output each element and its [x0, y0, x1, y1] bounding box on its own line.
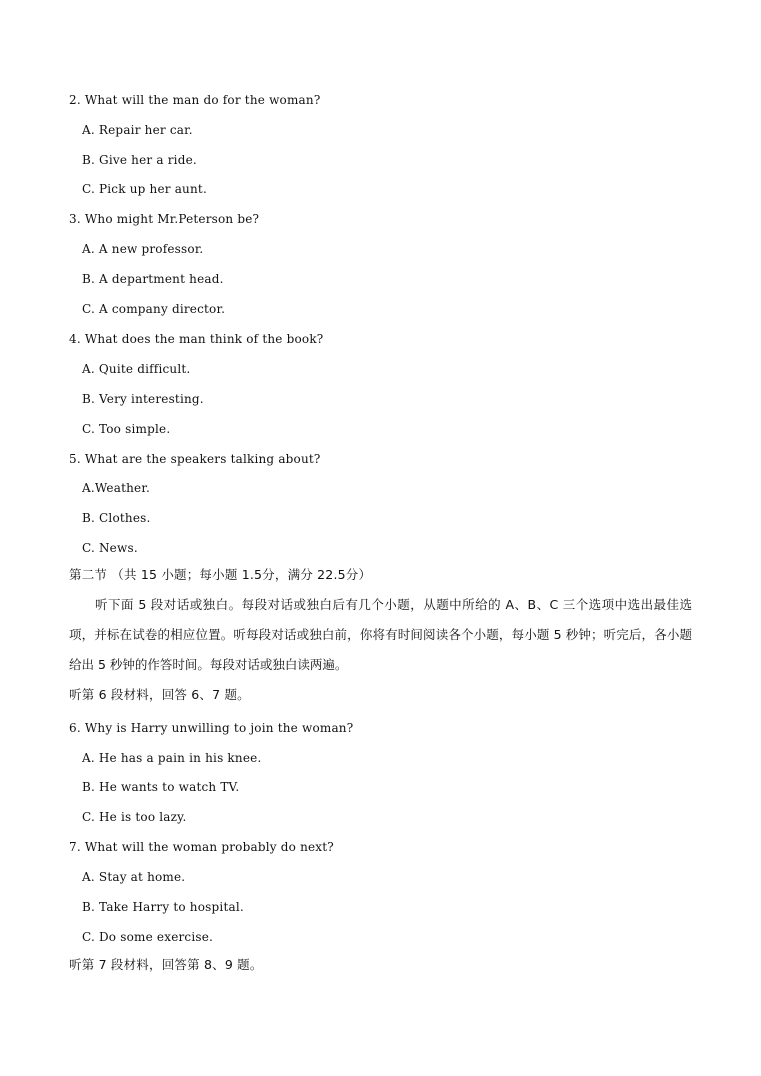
question-4-option-c: C. Too simple. — [82, 422, 171, 436]
question-5-option-b: B. Clothes. — [82, 511, 151, 525]
question-4-option-b: B. Very interesting. — [82, 392, 204, 406]
question-5-option-c: C. News. — [82, 541, 138, 555]
question-5-stem: 5. What are the speakers talking about? — [69, 452, 321, 466]
question-3-option-c: C. A company director. — [82, 302, 226, 316]
question-6-option-b: B. He wants to watch TV. — [82, 780, 240, 794]
question-4-option-a: A. Quite difficult. — [82, 362, 191, 376]
question-7-stem: 7. What will the woman probably do next? — [69, 840, 334, 854]
question-3-stem: 3. Who might Mr.Peterson be? — [69, 212, 260, 226]
question-7-option-b: B. Take Harry to hospital. — [82, 900, 244, 914]
question-4-stem: 4. What does the man think of the book? — [69, 332, 324, 346]
question-5-option-a: A.Weather. — [82, 481, 150, 495]
question-2-option-a: A. Repair her car. — [82, 123, 193, 137]
material-6-note: 听第 6 段材料，回答 6、7 题。 — [69, 687, 250, 702]
question-3-option-a: A. A new professor. — [82, 242, 204, 256]
question-2-stem: 2. What will the man do for the woman? — [69, 93, 321, 107]
section-heading: 第二节 （共 15 小题；每小题 1.5分，满分 22.5分） — [69, 567, 372, 582]
question-2-option-b: B. Give her a ride. — [82, 153, 197, 167]
question-2-option-c: C. Pick up her aunt. — [82, 182, 207, 196]
question-6-option-a: A. He has a pain in his knee. — [82, 751, 262, 765]
section-instructions: 听下面 5 段对话或独白。每段对话或独白后有几个小题，从题中所给的 A、B、C 三个选项中选出最佳选项，并标在试卷的相应位置。听每段对话或独白前，你将有时间阅读各个小题，每小题 5 秒钟；听完后，各小题给出 5 秒钟的作答时间。每段对话或独白读两遍。 — [69, 597, 692, 672]
question-7-option-a: A. Stay at home. — [82, 870, 186, 884]
question-3-option-b: B. A department head. — [82, 272, 224, 286]
question-6-stem: 6. Why is Harry unwilling to join the woman? — [69, 721, 354, 735]
material-7-note: 听第 7 段材料，回答第 8、9 题。 — [69, 957, 263, 972]
question-7-option-c: C. Do some exercise. — [82, 930, 214, 944]
question-6-option-c: C. He is too lazy. — [82, 810, 187, 824]
